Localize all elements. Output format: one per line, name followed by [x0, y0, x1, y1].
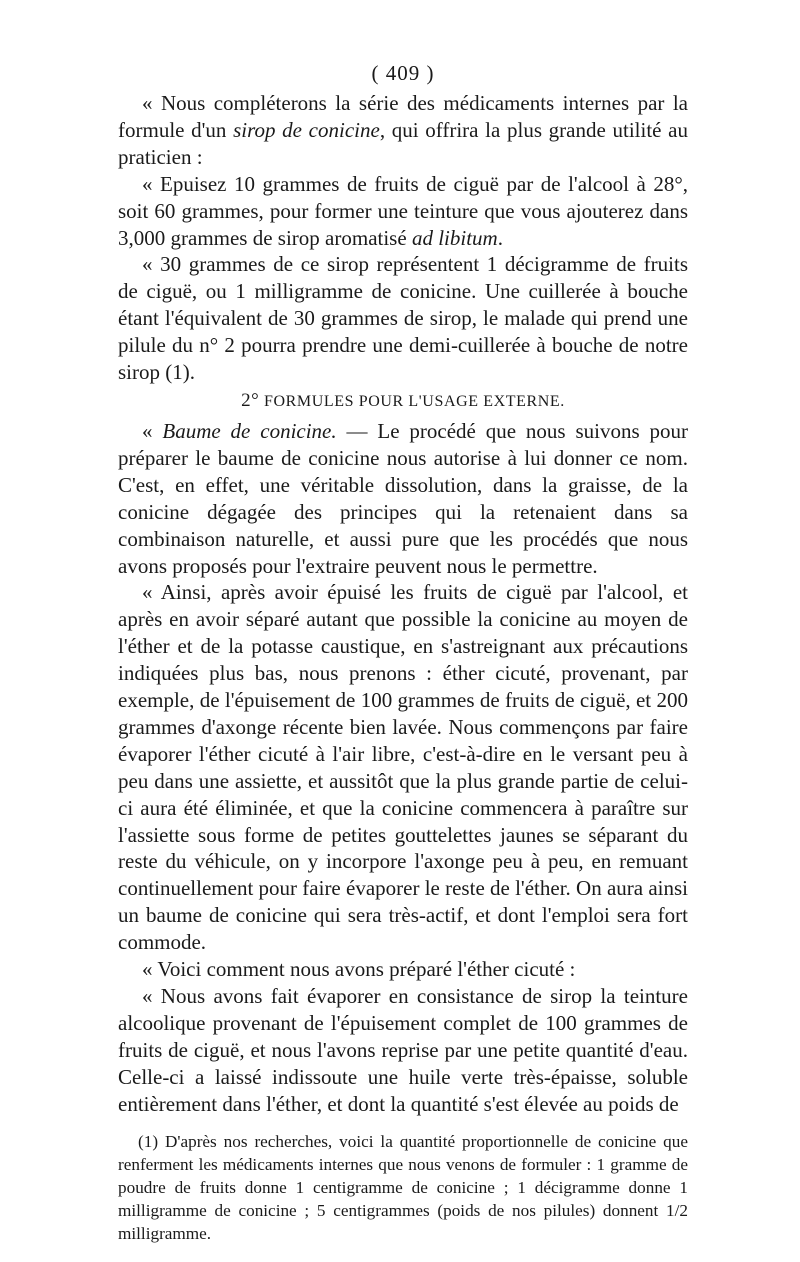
section-title: FORMULES POUR L'USAGE EXTERNE.: [264, 392, 565, 410]
paragraph: « Nous avons fait évaporer en consistance de sirop la teinture alcoolique provenant de l'épuisement complet de 100 grammes de fruits de ciguë, et nous l'avons reprise par une petite quantité d'eau. Celle-ci a laissé indissoute une huile verte très-épaisse, soluble entièrement dans l'éther, et dont la quantité s'est élevée au poids de: [118, 984, 688, 1116]
paragraph: « Nous compléterons la série des médicaments internes par la formule d'un sirop de conicine, qui offrira la plus grande utilité au praticien :: [118, 91, 688, 169]
section-number: 2°: [241, 389, 260, 411]
page-number: ( 409 ): [371, 61, 435, 85]
page: [118, 58, 688, 1245]
paragraph: « Epuisez 10 grammes de fruits de ciguë par de l'alcool à 28°, soit 60 grammes, pour former une teinture que vous ajouterez dans 3,000 grammes de sirop aromatisé ad libitum.: [118, 171, 688, 250]
paragraph: « 30 grammes de ce sirop représentent 1 décigramme de fruits de ciguë, ou 1 milligramme de conicine. Une cuillerée à bouche étant l'équivalent de 30 grammes de sirop, le malade qui prend une pilule du n° 2 pourra prendre une demi-cuillerée à bouche de notre sirop (1).: [118, 252, 688, 385]
paragraph: « Baume de conicine. — Le procédé que nous suivons pour préparer le baume de conicine nous autorise à lui donner ce nom. C'est, en effet, une véritable dissolution, dans la graisse, de la conicine dégagée des principes qui la retenaient dans sa combinaison naturelle, et aussi pure que les procédés que nous avons proposés pour l'extraire peuvent nous le permettre.: [118, 418, 688, 578]
footnote: (1) D'après nos recherches, voici la quantité proportionnelle de conicine que renferment les médicaments internes que nous venons de formuler : 1 gramme de poudre de fruits donne 1 centigramme de conicine ; 1 décigramme donne 1 milligramme de conicine ; 5 centigrammes (poids de nos pilules) donnent 1/2 milligramme.: [118, 1131, 688, 1243]
paragraph: « Ainsi, après avoir épuisé les fruits de ciguë par l'alcool, et après en avoir séparé autant que possible la conicine au moyen de l'éther et de la potasse caustique, en s'astreignant aux précautions indiquées plus bas, nous prenons : éther cicuté, provenant, par exemple, de l'épuisement de 100 grammes de fruits de ciguë, et 200 grammes d'axonge récente bien lavée. Nous commençons par faire évaporer l'éther cicuté à l'air libre, c'est-à-dire en le versant peu à peu dans une assiette, et aussitôt que la plus grande partie de celui-ci aura été éliminée, et que la conicine commencera à paraître sur l'assiette sous forme de petites gouttelettes jaunes se séparant du reste du véhicule, on y incorpore l'axonge peu à peu, en remuant continuellement pour faire évaporer le reste de l'éther. On aura ainsi un baume de conicine qui sera très-actif, et dont l'emploi sera fort commode.: [118, 580, 688, 955]
body-text: [118, 90, 688, 1118]
section-heading: [118, 387, 688, 416]
paragraph: « Voici comment nous avons préparé l'éther cicuté :: [142, 957, 576, 982]
footnotes: [118, 1130, 688, 1245]
